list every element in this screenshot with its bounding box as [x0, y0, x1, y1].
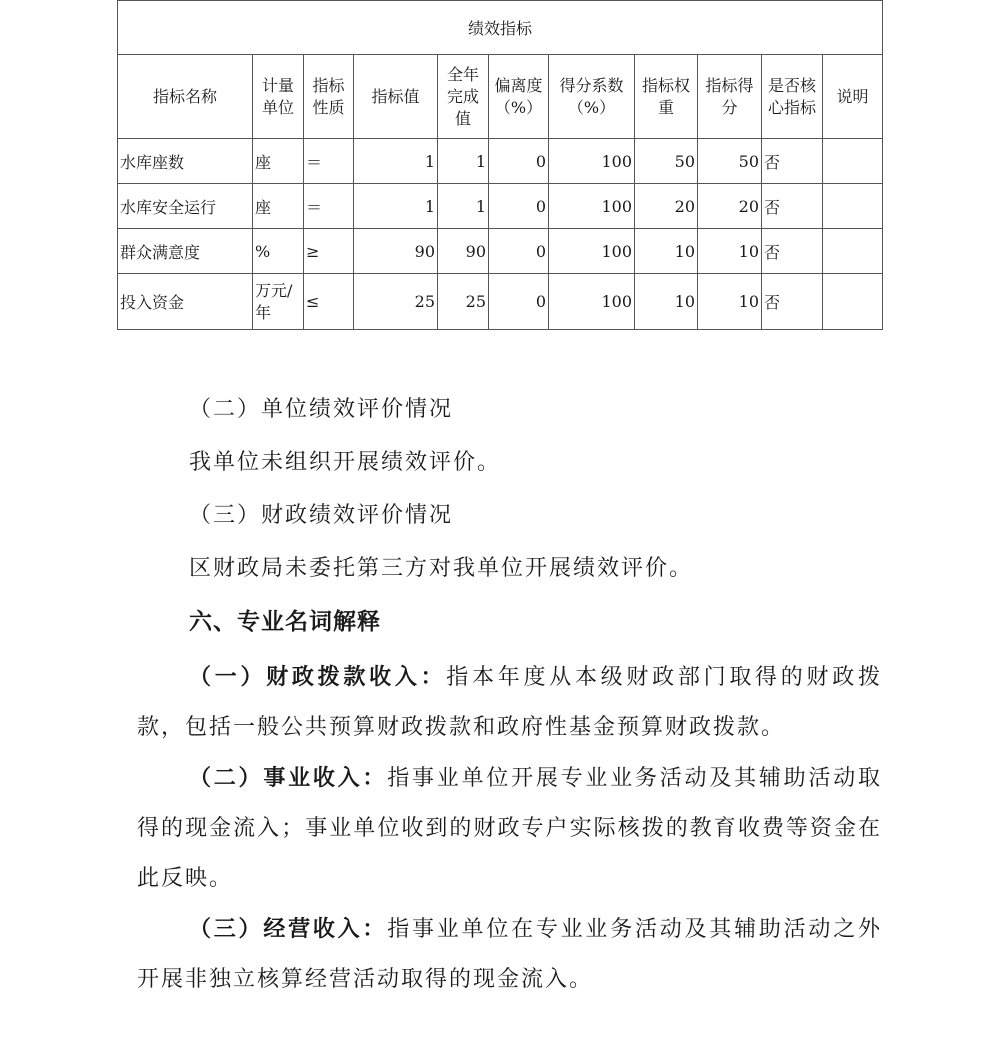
chapter-heading-terms: 六、专业名词解释 [189, 609, 381, 635]
section-text-unit-evaluation: 我单位未组织开展绩效评价。 [189, 450, 502, 475]
cell-nature: ＝ [304, 184, 354, 229]
cell-name: 群众满意度 [118, 229, 253, 274]
cell-target: 25 [354, 274, 438, 330]
cell-core: 否 [762, 184, 823, 229]
header-weight: 指标权重 [635, 55, 698, 139]
term-title: （三）经营收入： [189, 916, 388, 942]
cell-nature: ＝ [304, 139, 354, 184]
cell-score: 10 [698, 274, 762, 330]
cell-score: 50 [698, 139, 762, 184]
cell-core: 否 [762, 139, 823, 184]
section-heading-finance-evaluation: （三）财政绩效评价情况 [189, 503, 454, 528]
cell-score: 10 [698, 229, 762, 274]
cell-name: 投入资金 [118, 274, 253, 330]
term-paragraph [137, 753, 882, 904]
header-deviation: 偏离度（%） [489, 55, 549, 139]
cell-weight: 50 [635, 139, 698, 184]
table-row [118, 229, 883, 274]
cell-note [823, 274, 883, 330]
table-row [118, 274, 883, 330]
cell-target: 1 [354, 184, 438, 229]
cell-deviation: 0 [489, 274, 549, 330]
cell-note [823, 229, 883, 274]
header-core-indicator: 是否核心指标 [762, 55, 823, 139]
cell-nature: ≤ [304, 274, 354, 330]
cell-note [823, 139, 883, 184]
cell-actual: 25 [438, 274, 489, 330]
cell-coefficient: 100 [549, 184, 635, 229]
cell-target: 1 [354, 139, 438, 184]
cell-weight: 10 [635, 274, 698, 330]
cell-deviation: 0 [489, 139, 549, 184]
term-definition: 指本年度从本级财政部门取得的财政拨款，包括一般公共预算财政拨款和政府性基金预算财政拨款。 [137, 665, 882, 740]
header-target-value: 指标值 [354, 55, 438, 139]
cell-unit: 座 [253, 184, 304, 229]
cell-name: 水库安全运行 [118, 184, 253, 229]
term-definition: 指事业单位在专业业务活动及其辅助活动之外开展非独立核算经营活动取得的现金流入。 [137, 917, 882, 992]
table-header-row [118, 55, 883, 139]
header-score-coefficient: 得分系数（%） [549, 55, 635, 139]
table-row [118, 139, 883, 184]
cell-actual: 1 [438, 139, 489, 184]
cell-deviation: 0 [489, 229, 549, 274]
section-text-finance-evaluation: 区财政局未委托第三方对我单位开展绩效评价。 [189, 556, 694, 581]
cell-coefficient: 100 [549, 274, 635, 330]
cell-core: 否 [762, 229, 823, 274]
performance-indicator-table [117, 0, 883, 330]
header-note: 说明 [823, 55, 883, 139]
section-heading-unit-evaluation: （二）单位绩效评价情况 [189, 397, 454, 422]
cell-name: 水库座数 [118, 139, 253, 184]
cell-core: 否 [762, 274, 823, 330]
table-row [118, 184, 883, 229]
cell-actual: 1 [438, 184, 489, 229]
document-body [137, 390, 882, 1005]
term-paragraph [137, 904, 882, 1005]
term-paragraph [137, 652, 882, 753]
cell-unit: 万元/年 [253, 274, 304, 330]
cell-deviation: 0 [489, 184, 549, 229]
cell-weight: 10 [635, 229, 698, 274]
header-actual-value: 全年完成值 [438, 55, 489, 139]
cell-coefficient: 100 [549, 139, 635, 184]
cell-actual: 90 [438, 229, 489, 274]
cell-score: 20 [698, 184, 762, 229]
cell-unit: % [253, 229, 304, 274]
term-definition: 指事业单位开展专业业务活动及其辅助活动取得的现金流入；事业单位收到的财政专户实际核拨的教育收费等资金在此反映。 [137, 766, 882, 891]
header-indicator-name: 指标名称 [118, 55, 253, 139]
term-title: （二）事业收入： [189, 765, 388, 791]
cell-nature: ≥ [304, 229, 354, 274]
cell-coefficient: 100 [549, 229, 635, 274]
header-unit: 计量单位 [253, 55, 304, 139]
term-title: （一）财政拨款收入： [189, 664, 447, 690]
cell-target: 90 [354, 229, 438, 274]
cell-unit: 座 [253, 139, 304, 184]
header-score: 指标得分 [698, 55, 762, 139]
header-nature: 指标性质 [304, 55, 354, 139]
cell-weight: 20 [635, 184, 698, 229]
table-title: 绩效指标 [118, 1, 883, 55]
cell-note [823, 184, 883, 229]
